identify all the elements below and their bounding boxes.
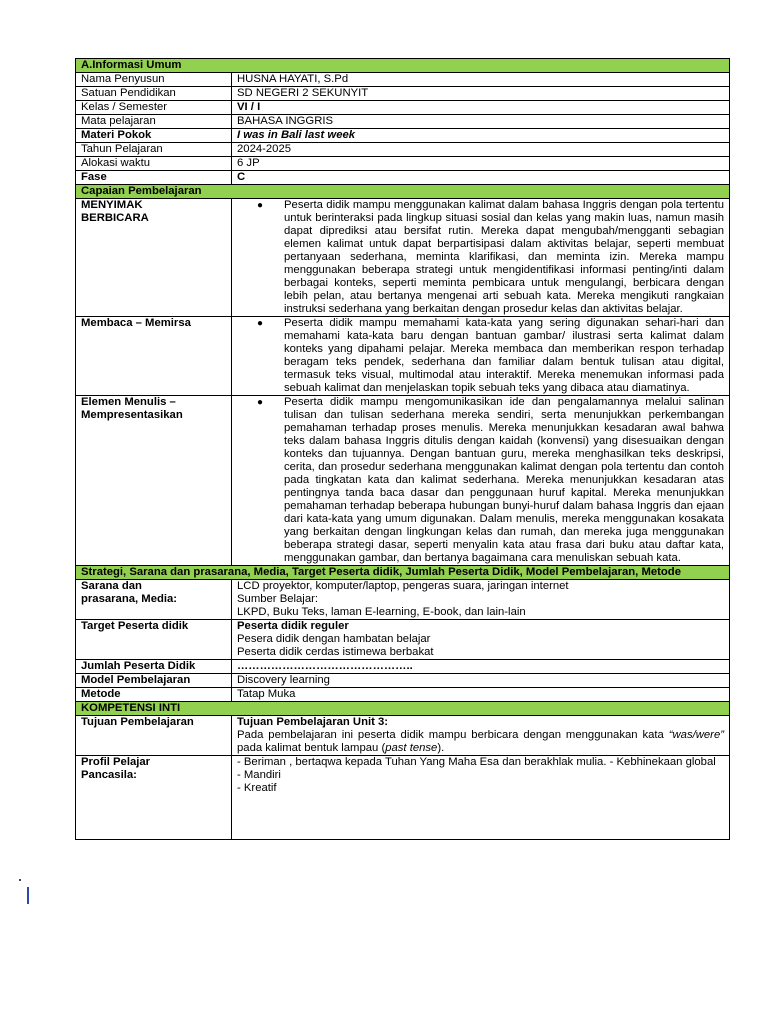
lesson-plan-table	[75, 58, 730, 840]
capaian-label: Elemen Menulis – Mempresentasikan	[76, 396, 232, 566]
info-value: SD NEGERI 2 SEKUNYIT	[232, 87, 730, 101]
tujuan-term: past tense	[385, 742, 438, 754]
info-row	[76, 129, 730, 143]
capaian-row	[76, 199, 730, 317]
capaian-cell	[232, 396, 730, 566]
tujuan-row	[76, 716, 730, 756]
jumlah-value: ………………………………………..	[232, 660, 730, 674]
tujuan-cell	[232, 716, 730, 756]
info-value: BAHASA INGGRIS	[232, 115, 730, 129]
bullet-paragraph	[237, 199, 724, 316]
target-row	[76, 620, 730, 660]
tujuan-text-part: ).	[437, 742, 445, 754]
info-value: VI / I	[232, 101, 730, 115]
metode-value: Tatap Muka	[232, 688, 730, 702]
section-header-strategi	[76, 566, 730, 580]
margin-mark	[19, 879, 21, 881]
capaian-text: Peserta didik mampu memahami kata-kata yang sering digunakan sehari-hari dan memahami kata-kata baru dengan bantuan gambar/ ilustrasi serta kalimat dalam konteks yang dipahami pelajar. Mereka membaca dan memberikan respon terhadap beragam teks pendek, sederhana dan familiar dalam bentuk tulisan atau digital, termasuk teks visual, multimodal atau interaktif. Mereka menemukan informasi pada sebuah kalimat dan menjelaskan topik sebuah teks yang dibaca atau diamatinya.	[284, 317, 724, 394]
model-label: Model Pembelajaran	[76, 674, 232, 688]
section-title: Strategi, Sarana dan prasarana, Media, Target Peserta didik, Jumlah Peserta Didik, Model Pembelajaran, Metode	[76, 566, 730, 580]
info-row	[76, 101, 730, 115]
section-title: KOMPETENSI INTI	[76, 702, 730, 716]
tujuan-heading: Tujuan Pembelajaran Unit 3:	[237, 716, 389, 728]
jumlah-row	[76, 660, 730, 674]
profil-cell	[232, 756, 730, 840]
info-row	[76, 171, 730, 185]
section-title: Capaian Pembelajaran	[76, 185, 730, 199]
sarana-row	[76, 580, 730, 620]
bullet-paragraph	[237, 317, 724, 395]
info-label: Satuan Pendidikan	[76, 87, 232, 101]
profil-line: - Kreatif	[237, 782, 277, 794]
info-label: Mata pelajaran	[76, 115, 232, 129]
info-row	[76, 157, 730, 171]
info-label: Tahun Pelajaran	[76, 143, 232, 157]
info-label: Alokasi waktu	[76, 157, 232, 171]
profil-line: - Mandiri	[237, 769, 281, 781]
info-label: Kelas / Semester	[76, 101, 232, 115]
info-label: Fase	[76, 171, 232, 185]
capaian-label: MENYIMAK BERBICARA	[76, 199, 232, 317]
info-row	[76, 87, 730, 101]
jumlah-label: Jumlah Peserta Didik	[76, 660, 232, 674]
tujuan-label: Tujuan Pembelajaran	[76, 716, 232, 756]
bullet-icon: ●	[257, 200, 264, 211]
target-heading: Peserta didik reguler	[237, 620, 349, 632]
tujuan-text-part: pada kalimat bentuk lampau (	[237, 742, 386, 754]
bullet-icon: ●	[257, 318, 264, 329]
capaian-row	[76, 317, 730, 396]
capaian-label: Membaca – Memirsa	[76, 317, 232, 396]
profil-line: - Beriman , bertaqwa kepada Tuhan Yang Maha Esa dan berakhlak mulia. - Kebhinekaan global	[237, 756, 716, 768]
capaian-text: Peserta didik mampu mengomunikasikan ide dan pengalamannya melalui salinan tulisan dan tulisan sederhana mereka sendiri, serta menunjukkan perkembangan pemahaman terhadap proses menulis. Mereka menunjukkan kesadaran awal bahwa teks dalam bahasa Inggris ditulis dengan kaidah (konvensi) yang disesuaikan dengan konteks dan tujuannya. Dengan bantuan guru, mereka menghasilkan teks deskripsi, cerita, dan prosedur sederhana menggunakan kalimat dengan pola tertentu dan contoh pada tingkatan kata dan kalimat sederhana. Mereka menunjukkan kesadaran atas pentingnya tanda baca dasar dan penggunaan huruf kapital. Mereka menunjukkan pemahaman terhadap beberapa hubungan bunyi-huruf dalam bahasa Inggris dan ejaan dari kata-kata yang umum digunakan. Dalam menulis, mereka menggunakan kosakata yang berkaitan dengan lingkungan kelas dan rumah, dan mereka juga menggunakan beberapa strategi dasar, seperti menyalin kata atau frasa dari buku atau daftar kata, menggunakan gambar, dan bertanya bagaimana cara menuliskan sebuah kata.	[284, 396, 724, 564]
section-header-capaian	[76, 185, 730, 199]
capaian-cell	[232, 199, 730, 317]
info-label: Nama Penyusun	[76, 73, 232, 87]
text-cursor	[27, 887, 29, 904]
info-label: Materi Pokok	[76, 129, 232, 143]
target-cell	[232, 620, 730, 660]
tujuan-keyword: “was/were”	[668, 729, 724, 741]
sarana-line: LCD proyektor, komputer/laptop, pengeras suara, jaringan internet	[237, 580, 569, 592]
section-header-kompetensi-inti	[76, 702, 730, 716]
profil-row	[76, 756, 730, 840]
capaian-cell	[232, 317, 730, 396]
sarana-label: Sarana dan prasarana, Media:	[76, 580, 232, 620]
model-value: Discovery learning	[232, 674, 730, 688]
capaian-row	[76, 396, 730, 566]
sarana-line: Sumber Belajar:	[237, 593, 318, 605]
bullet-paragraph	[237, 396, 724, 565]
target-line: Pesera didik dengan hambatan belajar	[237, 633, 431, 645]
metode-row	[76, 688, 730, 702]
bullet-icon: ●	[257, 397, 264, 408]
info-row	[76, 143, 730, 157]
model-row	[76, 674, 730, 688]
sarana-line: LKPD, Buku Teks, laman E-learning, E-book, dan lain-lain	[237, 606, 526, 618]
profil-label: Profil Pelajar Pancasila:	[76, 756, 232, 840]
capaian-text: Peserta didik mampu menggunakan kalimat dalam bahasa Inggris dengan pola tertentu untuk berinteraksi pada lingkup situasi sosial dan kelas yang makin luas, namun masih dapat diprediksi atau bersifat rutin. Mereka dapat mengubah/mengganti sebagian elemen kalimat untuk dapat berpartisipasi dalam aktivitas belajar, seperti membuat pertanyaan sederhana, meminta klarifikasi, dan meminta izin. Mereka mampu menggunakan beberapa strategi untuk mengidentifikasi informasi penting/inti dalam berbagai konteks, seperti meminta pembicara untuk mengulangi, berbicara dengan lebih pelan, atau bertanya mengenai arti sebuah kata. Mereka mengikuti rangkaian instruksi sederhana yang berkaitan dengan prosedur kelas dan aktivitas belajar.	[284, 199, 724, 315]
sarana-cell	[232, 580, 730, 620]
info-value: HUSNA HAYATI, S.Pd	[232, 73, 730, 87]
section-header-informasi-umum	[76, 59, 730, 73]
info-value: I was in Bali last week	[232, 129, 730, 143]
info-row	[76, 115, 730, 129]
info-value: 6 JP	[232, 157, 730, 171]
target-line: Peserta didik cerdas istimewa berbakat	[237, 646, 434, 658]
section-title: A.Informasi Umum	[76, 59, 730, 73]
metode-label: Metode	[76, 688, 232, 702]
info-row	[76, 73, 730, 87]
tujuan-text	[237, 729, 724, 755]
info-value: 2024-2025	[232, 143, 730, 157]
tujuan-text-part: Pada pembelajaran ini peserta didik mampu berbicara dengan menggunakan kata	[237, 729, 669, 741]
info-value: C	[232, 171, 730, 185]
target-label: Target Peserta didik	[76, 620, 232, 660]
